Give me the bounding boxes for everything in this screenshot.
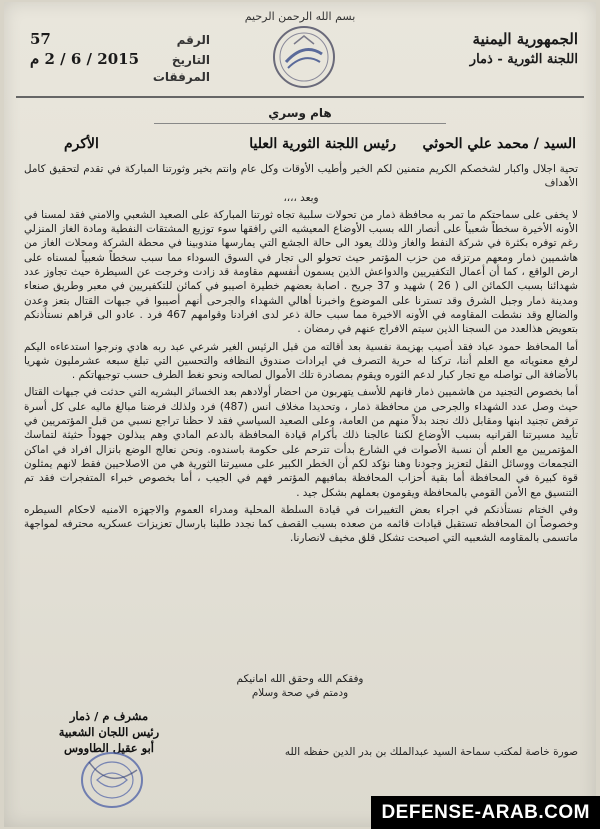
basmala: بسم الله الرحمن الرحيم — [244, 10, 356, 23]
classification-label: هام وسري — [268, 106, 332, 120]
body-paragraph-3: أما بخصوص التجنيد من هاشميين ذمار فانهم للأسف يتهربون من احضار أولادهم بعد الخسائر البشريه التي حدثت في جبهات القتال حيث وصل عدد الشهداء والجرحى من محافظة ذمار ، وتحديدا مخلاف انس (487) فرد ولذلك فرضنا مبالغ ماليه على كل أسرة ترفض تجنيد ابنها ومقابل ذلك نجند بدلاً منهم من العامة، وعلى الصعيد السياسي فقد لا حظنا تراجع نسبي من قبل المؤتمريين في تأييد مسيرتنا القرانيه بسبب الأوضاع لكننا عالجنا ذلك بأكرام قيادة المحافظة بالدعم المادي وهم يبذلون جهوداً حثيثة لتماسك المؤتمريين مع العلم أن نسبة الأصوات في الشارع بدأت تترحم على حكومة باسندوه. ونحن نعالج الوضع بانزال افراد في اماكن التجمعات ووسائل النقل لتعزيز وجودنا وهنا نؤكد لكم أن الخطر الكبير على مسيرتنا الثورية هي من الاصلاحيين فقط لانهم يمثلون قوة كبيرة في المحافظة أما بقية أحزاب المحافظة بمافيهم المؤتمر فهم في الجيب ، أما بخصوص خبراء المتفجرات فقد تم التنسيق مع الأمن القومي بالمحافظة ويقومون بعملهم بشكل جيد . — [24, 386, 578, 499]
transition-text: وبعد ،،،، — [283, 191, 319, 204]
signature-block — [34, 708, 184, 756]
date-row — [30, 50, 210, 70]
signer-role-2: رئيس اللجان الشعبية — [58, 725, 160, 739]
addressee-name: السيد / محمد علي الحوثي — [422, 136, 576, 152]
closing-line-1: وفقكم الله وحقق الله امانيكم — [236, 673, 364, 685]
greeting-paragraph: تحية اجلال واكبار لشخصكم الكريم متمنين لكم الخير وأطيب الأوقات وكل عام وانتم بخير وثورتنا المباركة في تقدم لتحقيق كامل الأهداف — [24, 163, 578, 190]
addressee-honorific: الأكرم — [64, 136, 99, 152]
letterhead-authority — [470, 30, 578, 67]
body-paragraph-1: لا يخفى على سماحتكم ما تمر به محافظة ذمار من تحولات سلبية تجاه ثورتنا المباركة على الصعيد الشعبي والامني فقد لمسنا في الأونه الأخيرة سخطاً شعبياً على أنصار الله بسبب الأوضاع المعيشيه التي رافقها سوء توزيع المشتقات النفطية ومادة الغاز المنزلي رغم توفره بكثرة في شركة النفط والغاز وذلك يعود الى حالة الجشع التي يمارسها مندوبينا في محطة الشركة ومحلات الغاز من هاشميين ذمار ومعهم مرتزقه من حزب المؤتمر حيث تحولو الى تجار في السوق السوداء مما سبب سخطاً شعبياً لمسناه على ارض الواقع ، كما أن أعمال التكفيريين والدواعش الذين يسمون أنفسهم مقاومة قد زادت وخرجت عن السيطرة حيث تجاوز عدد شهدائنا بسبب الكمائن الى ( 26 ) شهيد و 37 جريح . اصابة بعضهم خطيرة اصيبو في كمائن للتكفيريين في معبر وطريق صنعاء ومدينة ذمار وجبل الشرق وقد تسترنا على الموضوع واخبرنا أهالي الشهداء والجرحى أنهم أصيبوا في جبهات القتال بتعز وعدن والضالع وقد نشطت المقاومه في الأونه الاخيرة مما سبب حالة ذعر لدى افرادنا وقوامهم 467 فرد . عادو الى قراهم نستأذنكم بتعويض هذالعدد من السجنا الذين سيتم الافراج عنهم في رمضان . — [24, 208, 579, 336]
letter-body — [24, 162, 578, 546]
signer-name: أبو عقيل الطاووس — [64, 741, 154, 755]
addressee-title: رئيس اللجنة الثورية العليا — [249, 136, 396, 152]
attachments-row — [30, 70, 210, 90]
body-paragraph-2: أما المحافظ حمود عباد فقد أصيب بهزيمة نفسية بعد أقالته من قبل الرئيس الغير شرعي عبد ربه هادي ونرجوا استدعاءه اليكم لرفع معنوياته مع العلم أننا، تركنا له حرية التصرف في ايرادات صندوق النظافه والتحسين التي تبلغ سبعه عشرمليون شهريا بالأضافة الى تواصله مع تجار كبار لدعم الثوره ويقوم بمصادرة تلك الأموال لصالحه ونحو نغط الطرف حسب توجيهاتكم . — [24, 340, 578, 382]
country-name: الجمهورية اليمنية — [472, 30, 578, 48]
closing-block — [4, 672, 596, 701]
letter-page — [4, 2, 596, 827]
classification-divider — [154, 123, 446, 124]
letter-metadata — [30, 30, 210, 90]
number-value: 57 — [30, 30, 51, 48]
addressee-line — [24, 136, 576, 156]
date-value: 2015 / 6 / 2 م — [30, 50, 140, 68]
committee-name: اللجنة الثورية - ذمار — [469, 52, 578, 67]
committee-emblem-icon — [264, 24, 344, 94]
signer-role-1: مشرف م / ذمار — [69, 709, 149, 723]
number-label: الرقم — [176, 33, 210, 47]
date-label: التاريخ — [171, 53, 210, 67]
reference-number-row — [30, 30, 210, 50]
site-watermark: DEFENSE-ARAB.COM — [371, 796, 600, 829]
official-stamp-icon — [79, 750, 145, 810]
header-divider — [16, 96, 584, 98]
closing-line-2: ودمتم في صحة وسلام — [251, 687, 349, 700]
attachments-label: المرفقات — [152, 70, 210, 84]
carbon-copy-note: صورة خاصة لمكتب سماحة السيد عبدالملك بن بدر الدين حفظه الله — [284, 746, 578, 758]
body-paragraph-4: وفي الختام نستأذنكم في اجراء بعض التغييرات في قيادة السلطة المحلية ومدراء العموم والاجهزه الامنيه لاحكام السيطره وخصوصاً ان المحافظه تستقبل قيادات قائمه من صعده بسبب القصف كما نجدد طلبنا بارسال تعزيزات عسكريه محترفه لمواجهة ماتسمى بالمقاومه الشعبيه التي اصبحت تشكل قلق مخيف لانصارنا. — [24, 503, 578, 545]
